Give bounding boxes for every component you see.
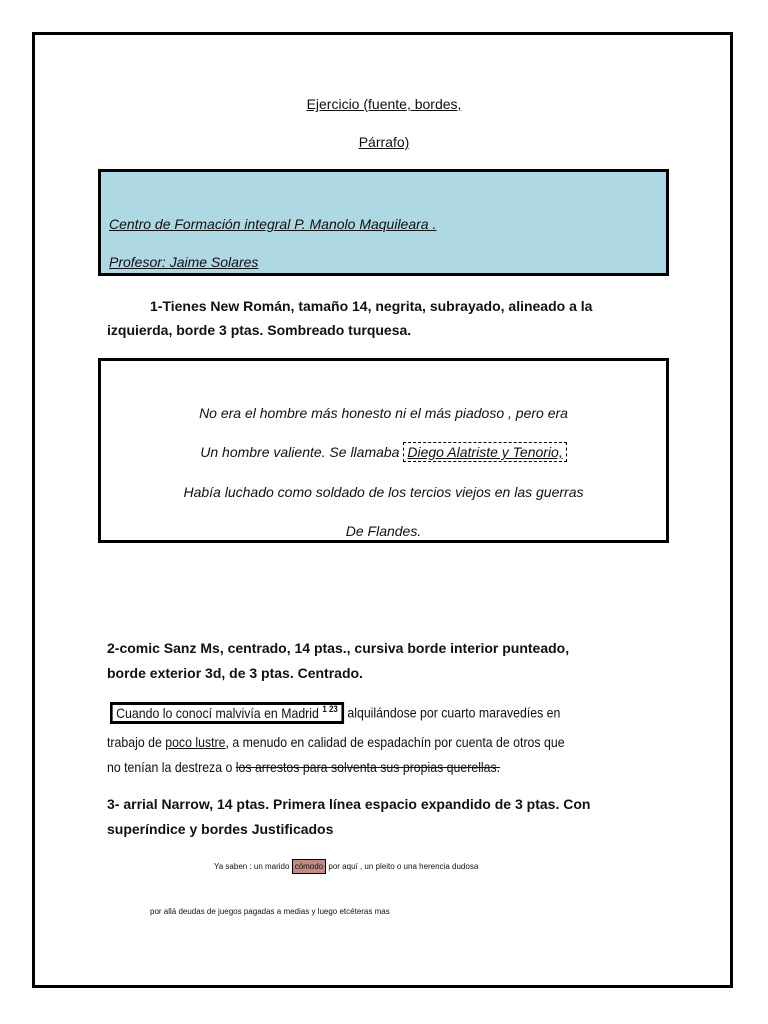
instruction3-line2: superíndice y bordes Justificados — [107, 821, 334, 837]
center-name: Centro de Formación integral P. Manolo Maquileara . — [109, 216, 437, 232]
narrow-line3-pre: no tenían la destreza o — [107, 759, 236, 775]
instruction2-line1: 2-comic Sanz Ms, centrado, 14 ptas., cursiva borde interior punteado, — [107, 640, 570, 656]
poco-lustre: poco lustre — [165, 734, 226, 750]
quote-line2-text: Un hombre valiente. Se llamaba — [200, 444, 404, 460]
quote-line1: No era el hombre más honesto ni el más piadoso , pero era — [199, 405, 568, 421]
character-name: Diego Alatriste y Tenorio, — [403, 442, 566, 462]
narrow-line2-post: , a menudo en calidad de espadachín por cuenta de otros que — [225, 734, 565, 750]
small-line1-post: por aquí , un pleito o una herencia dudosa — [326, 862, 479, 871]
instruction1-line2: izquierda, borde 3 ptas. Sombreado turquesa. — [107, 322, 412, 338]
small-line2: por allá deudas de juegos pagadas a medias y luego etcéteras mas — [150, 907, 390, 916]
small-line1-pre: Ya saben : un marido — [214, 862, 292, 871]
turquoise-box — [98, 169, 669, 276]
instruction3-line1: 3- arrial Narrow, 14 ptas. Primera línea espacio expandido de 3 ptas. Con — [107, 796, 591, 812]
quote-line4: De Flandes. — [345, 523, 422, 539]
small-line1 — [214, 862, 478, 871]
superscript: 1 23 — [322, 704, 338, 714]
comodo-box: cómodo — [292, 859, 326, 874]
quote-line2 — [101, 444, 666, 460]
madrid-box — [110, 702, 344, 724]
narrow-line2-pre: trabajo de — [107, 734, 166, 750]
narrow-line1 — [110, 704, 560, 721]
professor-name: Profesor: Jaime Solares — [109, 254, 259, 270]
narrow-line2 — [107, 734, 565, 750]
instruction1-line1: 1-Tienes New Román, tamaño 14, negrita, subrayado, alineado a la — [150, 298, 593, 314]
instruction2-line2: borde exterior 3d, de 3 ptas. Centrado. — [107, 665, 363, 681]
page-title-line2: Párrafo) — [358, 134, 410, 150]
quote-box — [98, 358, 669, 543]
madrid-text: Cuando lo conocí malvivía en Madrid — [116, 704, 319, 721]
quote-line3: Había luchado como soldado de los tercios viejos en las guerras — [183, 484, 584, 500]
narrow-line3 — [107, 759, 500, 775]
page-title-line1: Ejercicio (fuente, bordes, — [306, 96, 462, 112]
narrow-line1-rest: alquilándose por cuarto maravedíes en — [343, 704, 561, 721]
struck-text: los arrestos para solventa sus propias querellas. — [235, 759, 501, 775]
